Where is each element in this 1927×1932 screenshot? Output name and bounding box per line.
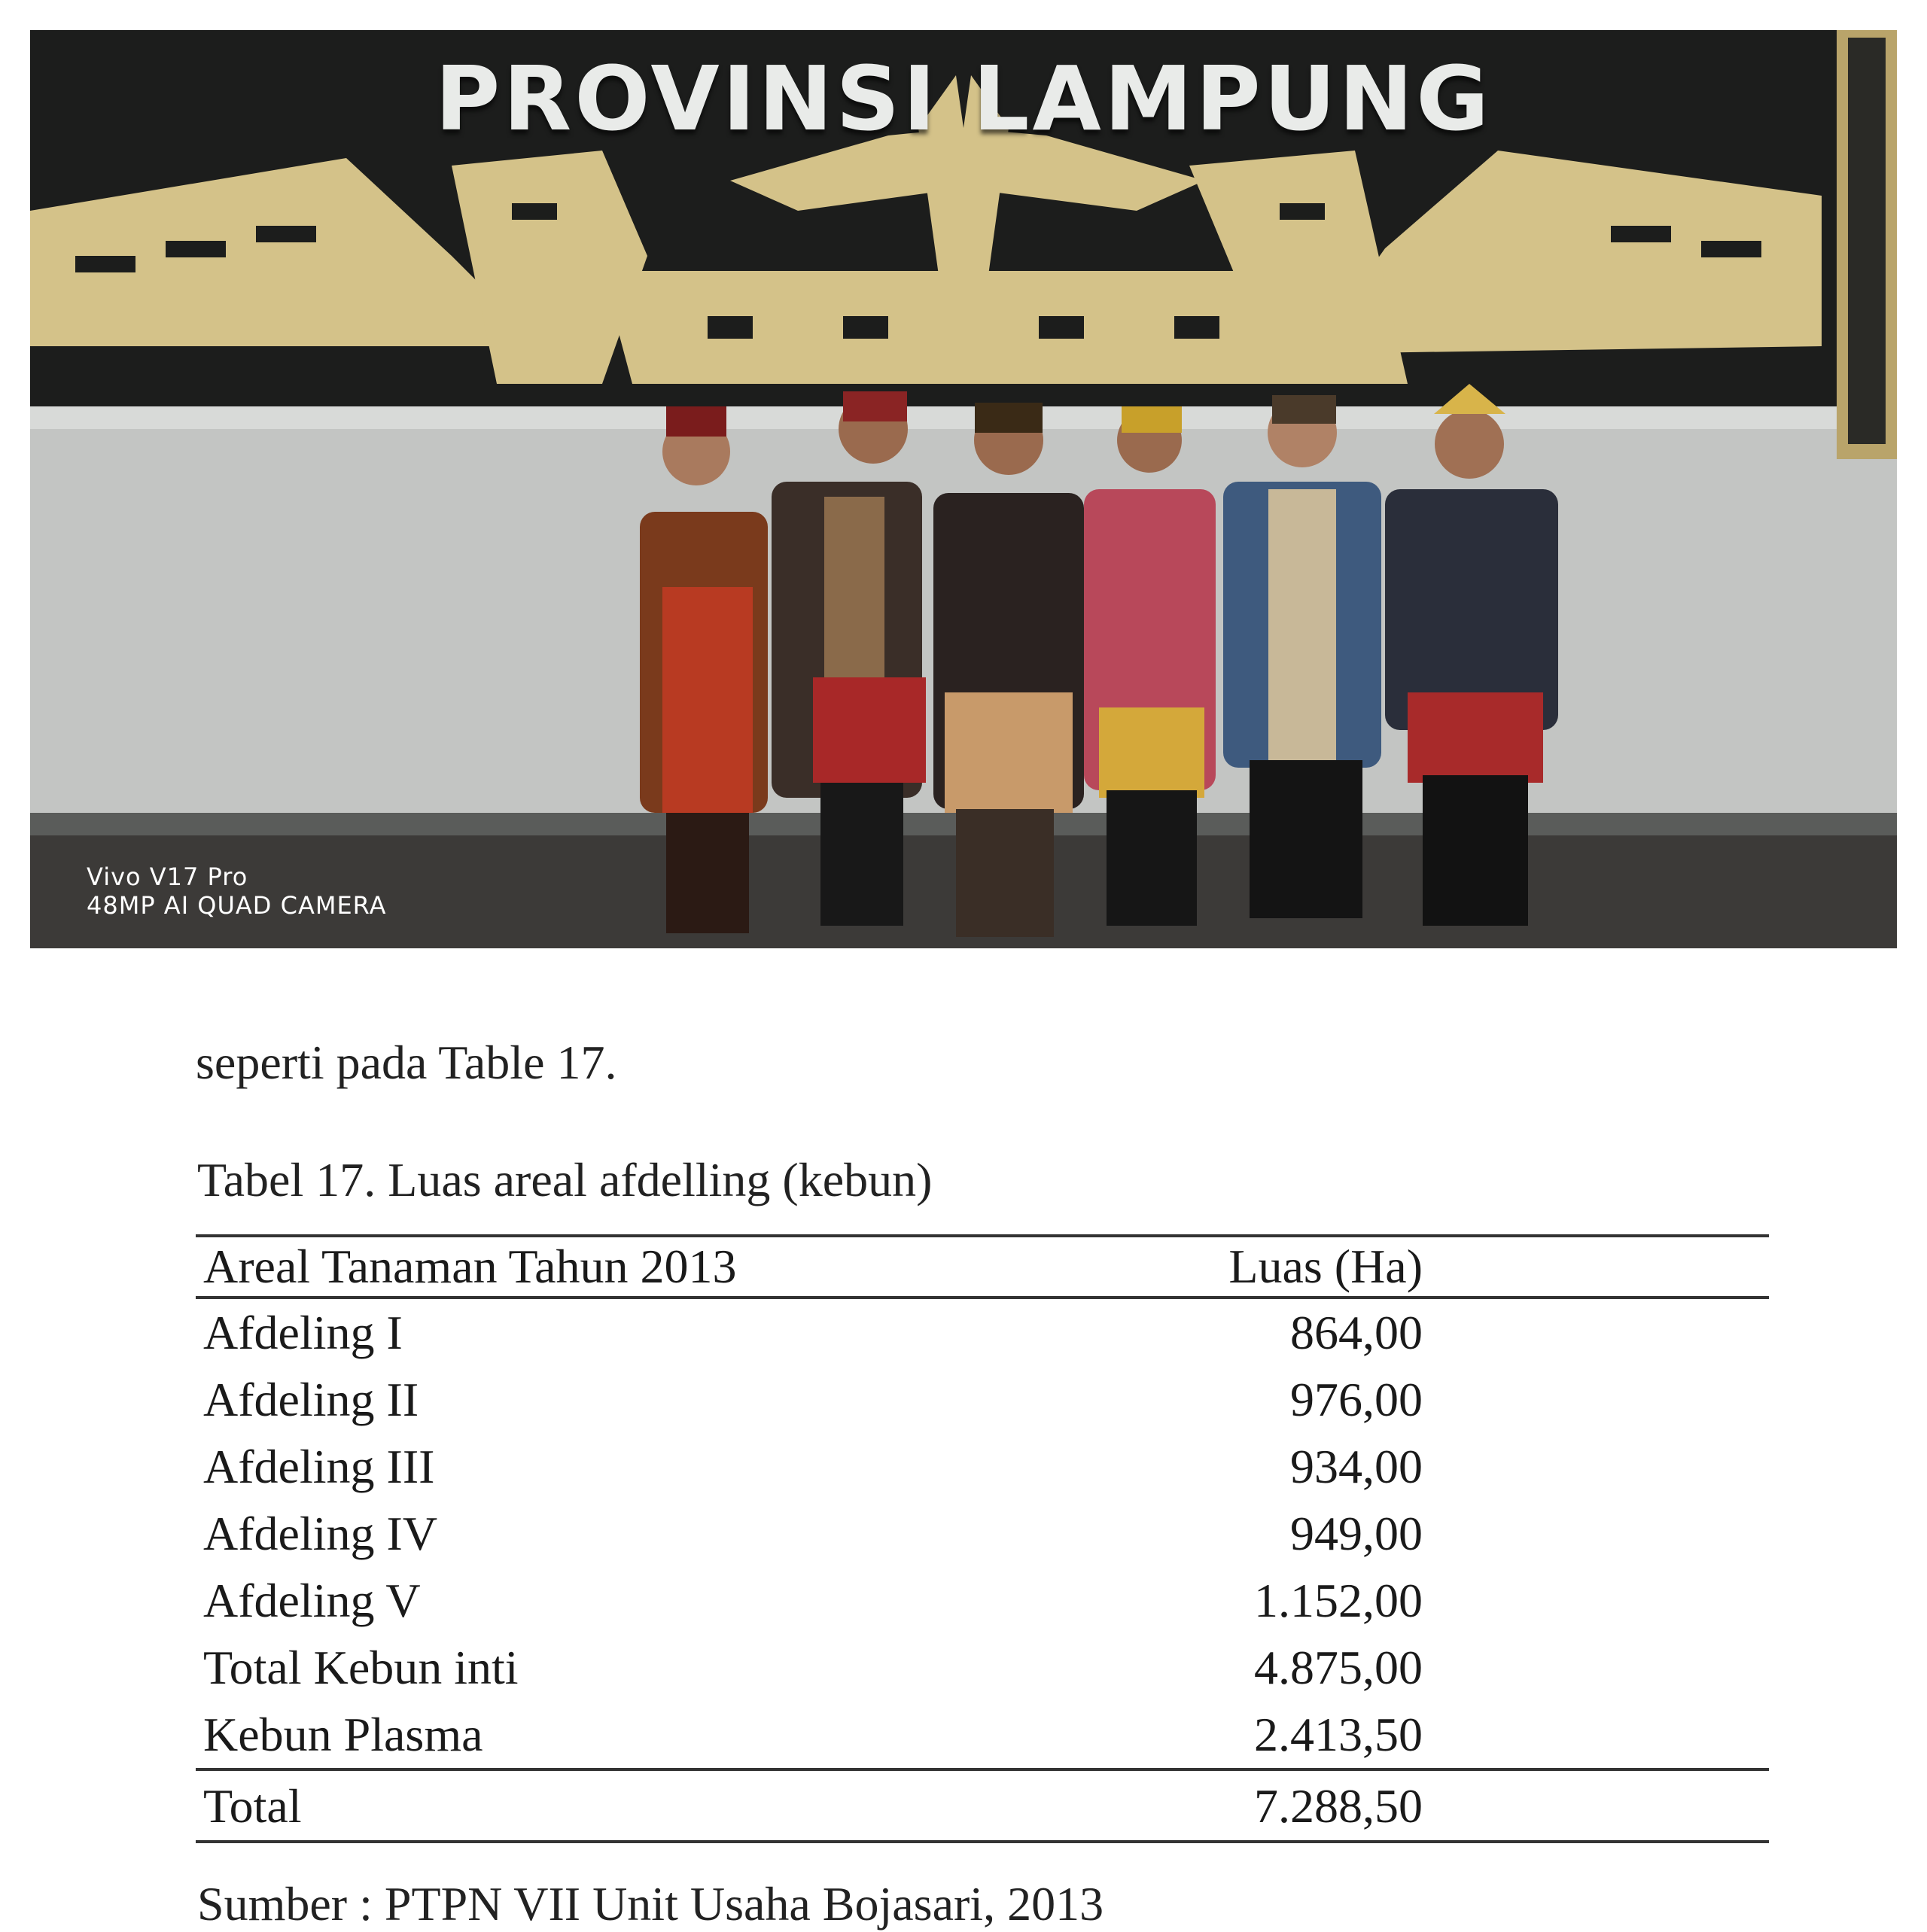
document-excerpt <box>30 975 1897 1930</box>
source-note: Sumber : PTPN VII Unit Usaha Bojasari, 2013 <box>197 1877 1104 1930</box>
table-row <box>196 1567 1769 1634</box>
table-header-row <box>196 1236 1769 1298</box>
total-value: 7.288,50 <box>1089 1769 1430 1842</box>
watermark-line-1: Vivo V17 Pro <box>87 863 248 891</box>
row-label: Kebun Plasma <box>203 1708 483 1761</box>
table-row <box>196 1298 1769 1366</box>
row-value: 976,00 <box>1290 1373 1423 1426</box>
header-spacer <box>1430 1236 1769 1298</box>
row-value: 864,00 <box>1290 1306 1423 1359</box>
row-label: Afdeling V <box>203 1574 421 1627</box>
table-row <box>196 1500 1769 1567</box>
row-value: 949,00 <box>1290 1507 1423 1560</box>
table-row <box>196 1701 1769 1769</box>
photo-scene <box>30 30 1897 948</box>
camera-watermark <box>87 863 387 920</box>
header-area: Areal Tanaman Tahun 2013 <box>196 1236 1089 1298</box>
row-label: Total Kebun inti <box>203 1641 519 1694</box>
header-luas: Luas (Ha) <box>1089 1236 1430 1298</box>
row-label: Afdeling II <box>203 1373 419 1426</box>
table-row <box>196 1634 1769 1701</box>
table-row <box>196 1433 1769 1500</box>
group-photo <box>30 30 1897 948</box>
row-value: 1.152,00 <box>1254 1574 1423 1627</box>
row-value: 4.875,00 <box>1254 1641 1423 1694</box>
table-row <box>196 1366 1769 1433</box>
row-label: Afdeling III <box>203 1440 435 1493</box>
row-label: Afdeling I <box>203 1306 403 1359</box>
row-value: 2.413,50 <box>1254 1708 1423 1761</box>
intro-text: seperti pada Table 17. <box>196 1036 617 1089</box>
row-value: 934,00 <box>1290 1440 1423 1493</box>
total-label: Total <box>196 1769 1089 1842</box>
row-label: Afdeling IV <box>203 1507 438 1560</box>
watermark-line-2: 48MP AI QUAD CAMERA <box>87 891 387 920</box>
area-table <box>196 1234 1769 1843</box>
sign-text: PROVINSI LAMPUNG <box>434 47 1493 151</box>
table-caption: Tabel 17. Luas areal afdelling (kebun) <box>197 1153 933 1206</box>
table-total-row <box>196 1769 1769 1842</box>
